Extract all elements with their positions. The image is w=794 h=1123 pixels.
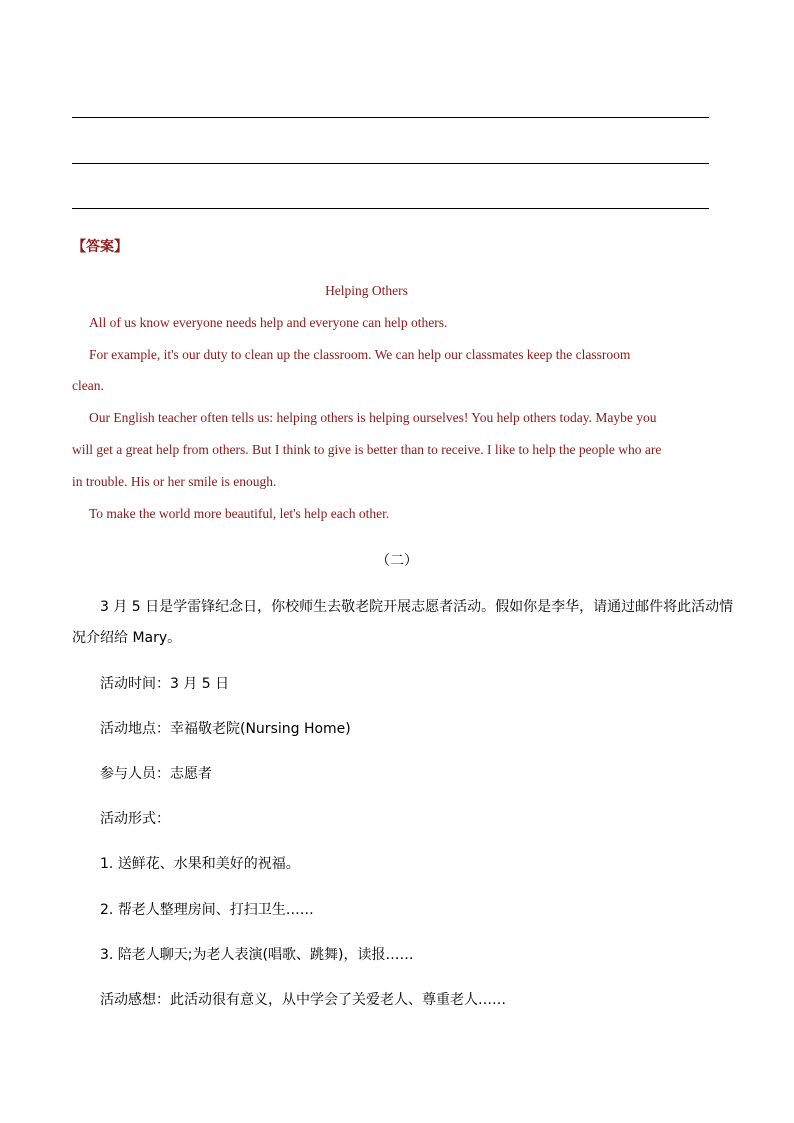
- activity-item-3: 3. 陪老人聊天;为老人表演(唱歌、跳舞)，读报……: [100, 947, 414, 963]
- activity-place: 活动地点：幸福敬老院(Nursing Home): [100, 721, 351, 737]
- essay-title: Helping Others: [325, 283, 408, 298]
- essay-line-3: clean.: [72, 378, 104, 393]
- activity-time: 活动时间：3 月 5 日: [100, 676, 230, 692]
- essay-line-1: All of us know everyone needs help and everyone can help others.: [89, 315, 448, 330]
- essay-line-4: Our English teacher often tells us: helping others is helping ourselves! You help others today. Maybe you: [89, 410, 657, 425]
- prompt-intro-line-2: 况介绍给 Mary。: [72, 630, 182, 646]
- answer-label: 【答案】: [72, 239, 128, 255]
- essay-line-7: To make the world more beautiful, let's help each other.: [89, 506, 390, 521]
- prompt-intro-line-1: 3 月 5 日是学雷锋纪念日，你校师生去敬老院开展志愿者活动。假如你是李华，请通过邮件将此活动情: [100, 599, 734, 615]
- writing-line-3: [72, 208, 709, 209]
- essay-line-2: For example, it's our duty to clean up the classroom. We can help our classmates keep the classroom: [89, 347, 631, 362]
- activity-item-1: 1. 送鲜花、水果和美好的祝福。: [100, 856, 300, 872]
- writing-line-2: [72, 163, 709, 164]
- activity-form-label: 活动形式：: [100, 811, 170, 827]
- essay-line-6: in trouble. His or her smile is enough.: [72, 474, 277, 489]
- essay-line-5: will get a great help from others. But I think to give is better than to receive. I like to help the people who are: [72, 442, 662, 457]
- activity-feeling: 活动感想：此活动很有意义，从中学会了关爱老人、尊重老人……: [100, 992, 506, 1008]
- writing-line-1: [72, 117, 709, 118]
- activity-item-2: 2. 帮老人整理房间、打扫卫生……: [100, 902, 314, 918]
- activity-people: 参与人员：志愿者: [100, 766, 212, 782]
- section-heading: （二）: [376, 553, 418, 569]
